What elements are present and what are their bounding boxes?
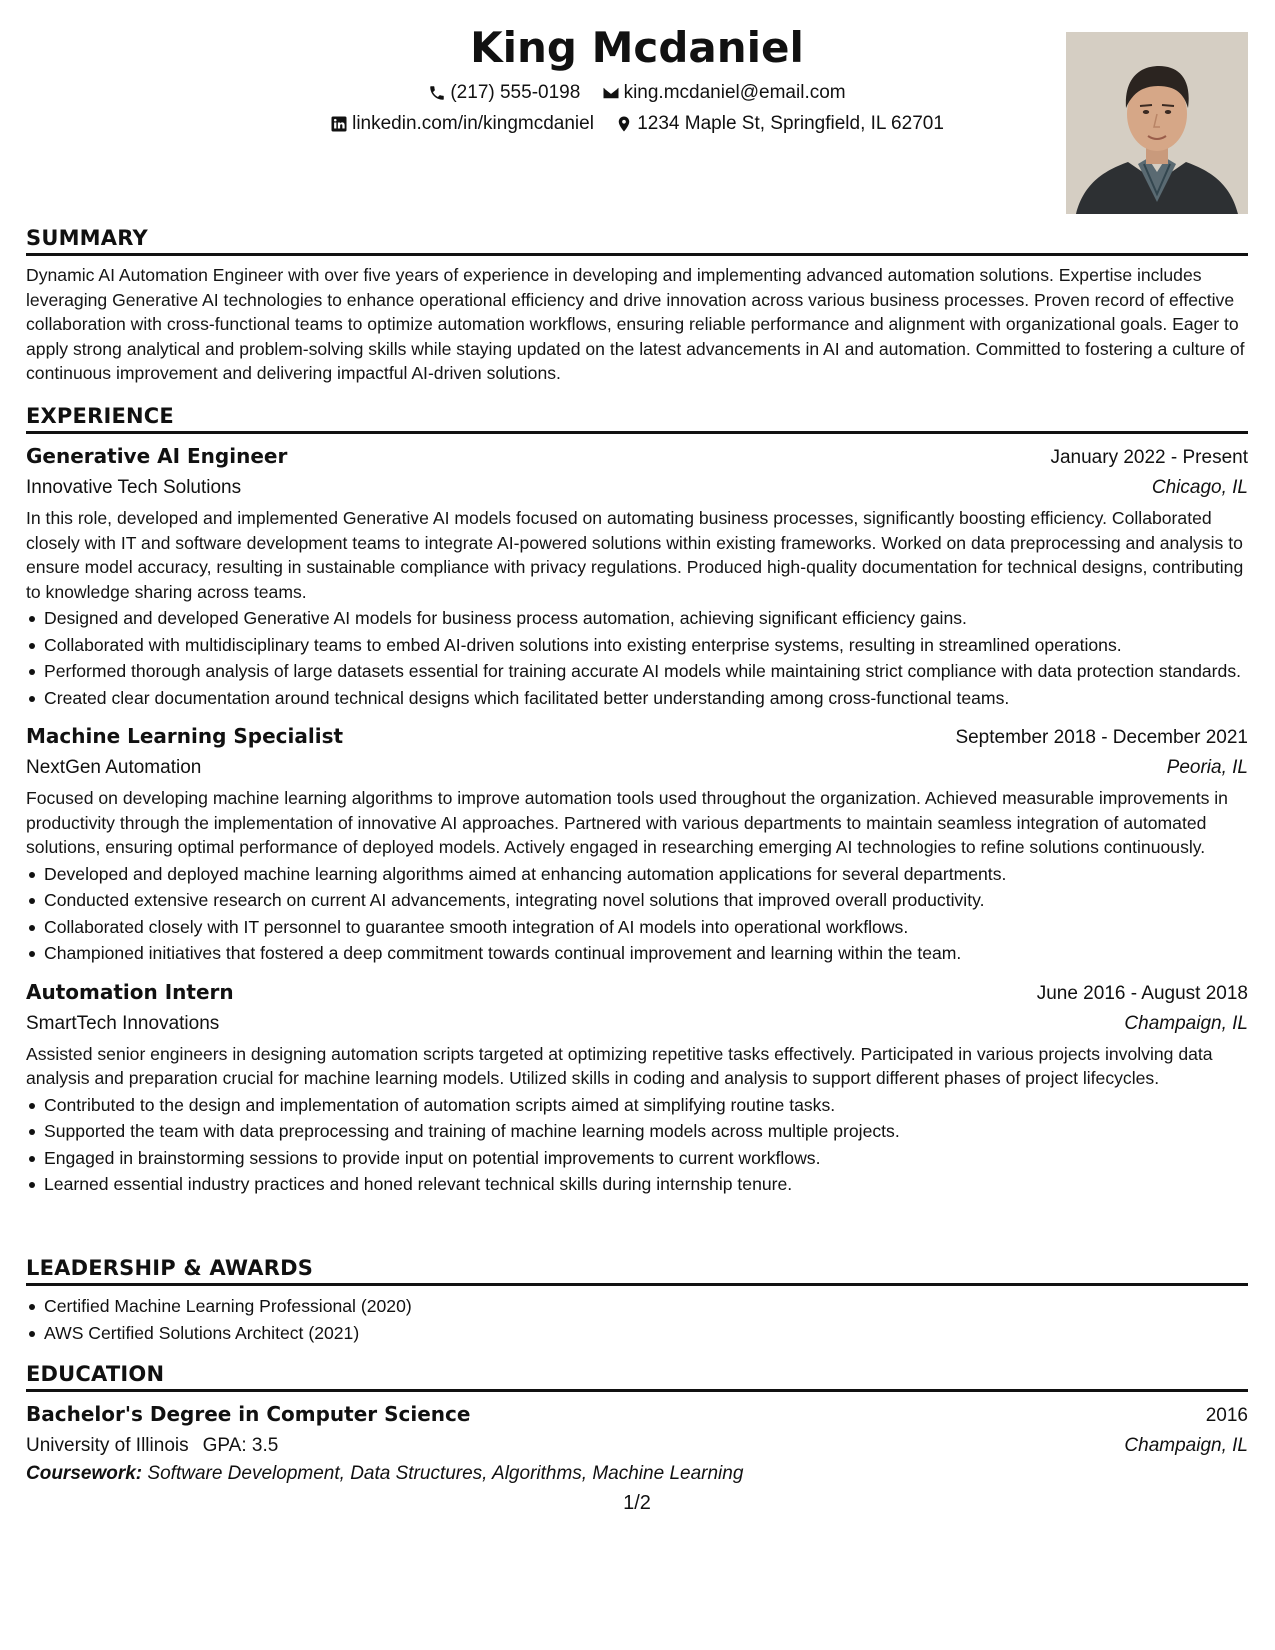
- job-bullets: [26, 606, 1248, 710]
- contact-email[interactable]: [602, 81, 846, 105]
- contact-row-secondary: [26, 112, 1248, 140]
- job-company: SmartTech Innovations: [26, 1012, 220, 1034]
- list-item: Collaborated closely with IT personnel to guarantee smooth integration of AI models into operational workflows.: [44, 915, 1248, 940]
- list-item: AWS Certified Solutions Architect (2021): [44, 1321, 1248, 1346]
- list-item: Designed and developed Generative AI models for business process automation, achieving significant efficiency gains.: [44, 606, 1248, 631]
- contact-phone: [428, 81, 580, 105]
- awards-list: [26, 1294, 1248, 1345]
- profile-photo: [1066, 32, 1248, 214]
- gpa: GPA: 3.5: [202, 1435, 279, 1456]
- degree-title: Bachelor's Degree in Computer Science: [26, 1402, 471, 1426]
- school-location: Champaign, IL: [1124, 1435, 1248, 1456]
- job-description: Focused on developing machine learning algorithms to improve automation tools used throughout the organization. Achieved measurable improvements in productivity through the implementation of innovative AI approaches. Partnered with various departments to maintain seamless integration of automated solutions, ensuring optimal performance of deployed models. Actively engaged in researching emerging AI technologies to refine solutions continuously.: [26, 788, 1228, 857]
- resume-page: [26, 0, 1248, 1650]
- envelope-icon: [602, 84, 620, 102]
- experience-section: [26, 404, 1248, 1197]
- linkedin-icon: [330, 115, 348, 133]
- list-item: Contributed to the design and implementation of automation scripts aimed at simplifying routine tasks.: [44, 1093, 1248, 1118]
- list-item: Conducted extensive research on current AI advancements, integrating novel solutions that improved overall productivity.: [44, 888, 1248, 913]
- coursework: [26, 1460, 1248, 1488]
- resume-header: [26, 0, 1248, 212]
- job-company: Innovative Tech Solutions: [26, 477, 242, 498]
- section-title-summary: SUMMARY: [26, 226, 1248, 256]
- email-text: king.mcdaniel@email.com: [623, 82, 846, 103]
- job-dates: September 2018 - December 2021: [955, 727, 1248, 748]
- linkedin-text: linkedin.com/in/kingmcdaniel: [352, 113, 594, 134]
- address-text: 1234 Maple St, Springfield, IL 62701: [637, 113, 944, 134]
- list-item: Supported the team with data preprocessing and training of machine learning models across multiple projects.: [44, 1119, 1248, 1144]
- school-info: [26, 1432, 278, 1460]
- job-description: Assisted senior engineers in designing automation scripts targeted at optimizing repetitive tasks effectively. Participated in various projects involving data analysis and preparation crucial for machine learning models. Utilized skills in coding and analysis to support different phases of project lifecycles.: [26, 1043, 1213, 1088]
- job-dates: January 2022 - Present: [1050, 447, 1248, 468]
- summary-section: [26, 226, 1248, 386]
- summary-text: Dynamic AI Automation Engineer with over five years of experience in developing and implementing advanced automation solutions. Expertise includes leveraging Generative AI technologies to enhance operational efficiency and drive innovation across various business processes. Proven record of effective collaboration with cross-functional teams to optimize automation workflows, ensuring reliable performance and alignment with organizational goals. Eager to apply strong analytical and problem-solving skills while staying updated on the latest advancements in AI and automation. Committed to fostering a culture of continuous improvement and delivering impactful AI-driven solutions.: [26, 265, 1245, 383]
- leadership-section: [26, 1256, 1248, 1345]
- coursework-label: Coursework:: [26, 1463, 143, 1484]
- contact-address: [615, 112, 944, 136]
- school-name: University of Illinois: [26, 1435, 189, 1456]
- list-item: Developed and deployed machine learning algorithms aimed at enhancing automation applications for several departments.: [44, 862, 1248, 887]
- list-item: Championed initiatives that fostered a deep commitment towards continual improvement and learning within the team.: [44, 941, 1248, 966]
- job-location: Peoria, IL: [1166, 757, 1248, 778]
- job-description: In this role, developed and implemented Generative AI models focused on automating business processes, significantly boosting efficiency. Collaborated closely with IT and software development teams to integrate AI-powered solutions within existing frameworks. Worked on data preprocessing and analysis to ensure model accuracy, resulting in sustainable compliance with privacy regulations. Produced high-quality documentation for technical designs, contributing to knowledge sharing across teams.: [26, 508, 1244, 602]
- coursework-list: Software Development, Data Structures, Algorithms, Machine Learning: [147, 1463, 744, 1484]
- job-company: NextGen Automation: [26, 757, 202, 778]
- section-title-leadership: LEADERSHIP & AWARDS: [26, 1256, 1248, 1286]
- contact-linkedin[interactable]: [330, 112, 594, 136]
- job-title: Machine Learning Specialist: [26, 724, 344, 748]
- page-number: 1/2: [623, 1492, 651, 1514]
- job-title: Automation Intern: [26, 979, 234, 1004]
- job-location: Chicago, IL: [1151, 477, 1248, 498]
- job-dates: June 2016 - August 2018: [1036, 982, 1248, 1004]
- section-title-education: EDUCATION: [26, 1362, 1248, 1392]
- list-item: Engaged in brainstorming sessions to provide input on potential improvements to current workflows.: [44, 1146, 1248, 1171]
- list-item: Collaborated with multidisciplinary teams to embed AI-driven solutions into existing enterprise systems, resulting in streamlined operations.: [44, 633, 1248, 658]
- job-title: Generative AI Engineer: [26, 444, 288, 468]
- contact-row-primary: [26, 81, 1248, 109]
- job-bullets: [26, 862, 1248, 966]
- graduation-year: 2016: [1205, 1405, 1248, 1426]
- job-location: Champaign, IL: [1124, 1012, 1248, 1034]
- job-entry: [26, 440, 1248, 710]
- job-bullets: [26, 1093, 1248, 1197]
- list-item: Certified Machine Learning Professional (2020): [44, 1294, 1248, 1319]
- list-item: Performed thorough analysis of large datasets essential for training accurate AI models while maintaining strict compliance with data protection standards.: [44, 659, 1248, 684]
- job-entry: [26, 976, 1248, 1197]
- list-item: Learned essential industry practices and honed relevant technical skills during internship tenure.: [44, 1172, 1248, 1197]
- phone-text: (217) 555-0198: [450, 82, 581, 103]
- section-title-experience: EXPERIENCE: [26, 404, 1248, 434]
- list-item: Created clear documentation around technical designs which facilitated better understanding among cross-functional teams.: [44, 686, 1248, 711]
- candidate-name: King Mcdaniel: [470, 23, 804, 72]
- job-entry: [26, 720, 1248, 966]
- map-marker-icon: [615, 115, 633, 133]
- phone-icon: [428, 84, 446, 102]
- education-section: [26, 1362, 1248, 1488]
